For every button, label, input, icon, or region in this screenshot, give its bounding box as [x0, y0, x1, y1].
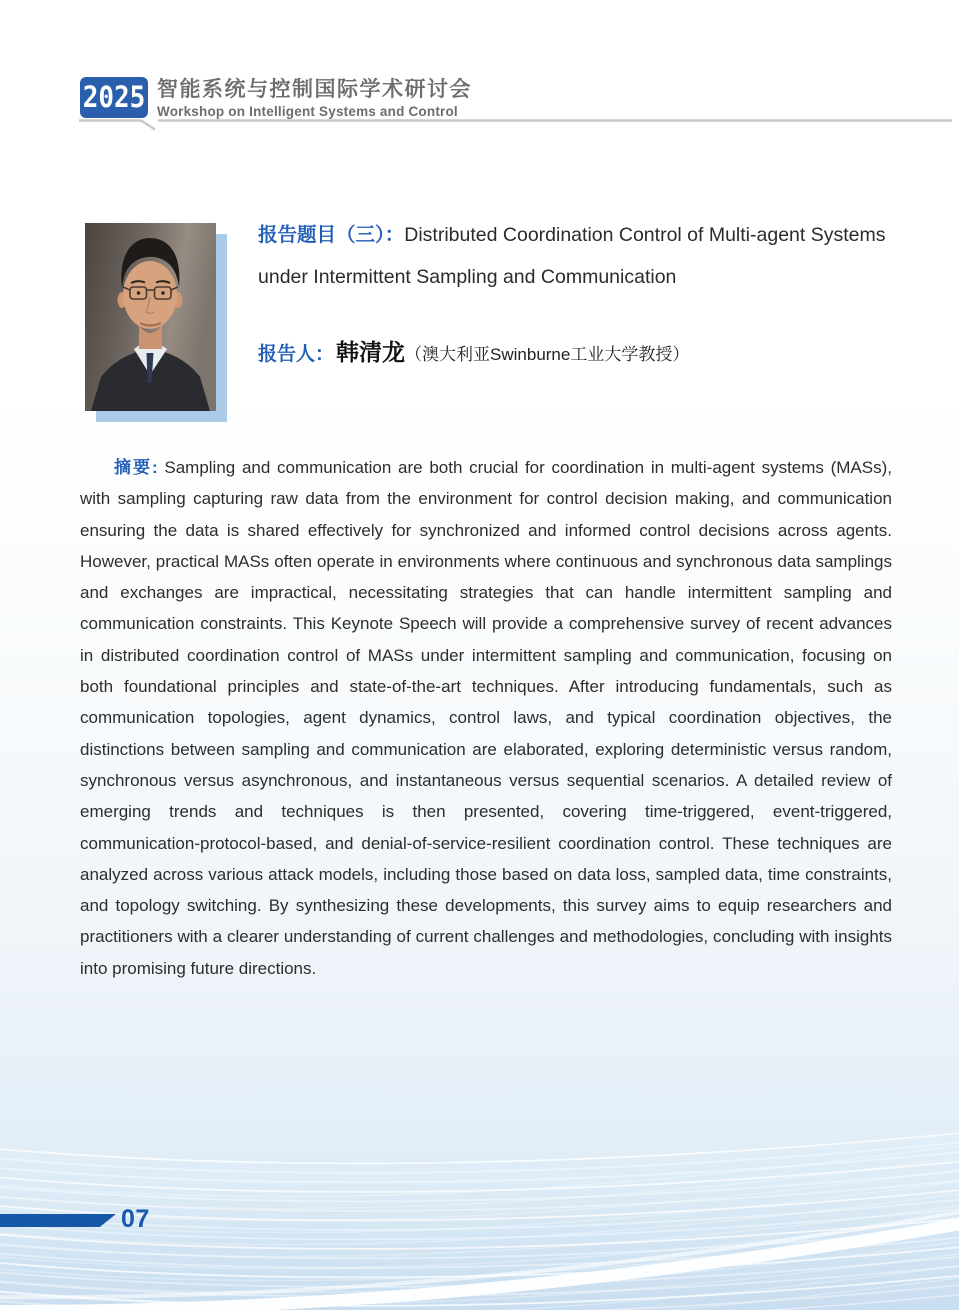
talk-title-text: Distributed Coordination Control of Multi-agent Systems under Intermittent Sampling and Communication: [258, 224, 886, 288]
footer-wave-decoration: [0, 1010, 959, 1310]
speaker-portrait-photo: [85, 223, 216, 411]
speaker-label: 报告人：: [258, 344, 335, 365]
header-title-en: Workshop on Intelligent Systems and Control: [157, 104, 458, 119]
wave-pattern-graphic: [0, 1010, 959, 1310]
talk-title-label: 报告题目（三）：: [258, 224, 405, 246]
page-number-bar: [0, 1214, 116, 1227]
logo-2025: [80, 77, 148, 118]
header-divider-line: [78, 118, 954, 132]
speaker-line: [258, 334, 689, 367]
header-titles: [157, 78, 472, 119]
page-number: 07: [121, 1205, 150, 1233]
speaker-affiliation: （澳大利亚Swinburne工业大学教授）: [405, 345, 690, 364]
header-title-cn: 智能系统与控制国际学术研讨会: [157, 78, 472, 101]
abstract-label: 摘要:: [114, 458, 158, 477]
speaker-name: 韩清龙: [336, 339, 406, 365]
abstract-paragraph: [80, 452, 892, 984]
abstract-text: Sampling and communication are both crucial for coordination in multi-agent systems (MASs), with sampling capturing raw data from the environment for control decision making, and communication ensuring the data is shared effectively for synchronized and informed control decisions across agents. However, practical MASs often operate in environments where continuous and synchronous data samplings and exchanges are impractical, necessitating strategies that can handle intermittent sampling and communication constraints. This Keynote Speech will provide a comprehensive survey of recent advances in distributed coordination control of MASs under intermittent sampling and communication, focusing on both foundational principles and state-of-the-art techniques. After introducing fundamentals, such as communication topologies, agent dynamics, control laws, and typical coordination objectives, the distinctions between sampling and communication are elaborated, exploring deterministic versus random, synchronous versus asynchronous, and instantaneous versus sequential scenarios. A detailed review of emerging trends and techniques is then presented, covering time-triggered, event-triggered, communication-protocol-based, and denial-of-service-resilient coordination control. These techniques are analyzed across various attack models, including those based on data loss, sampled data, time constraints, and topology switching. By synthesizing these developments, this survey aims to equip researchers and practitioners with a clearer understanding of current challenges and methodologies, concluding with insights into promising future directions.: [80, 458, 892, 978]
talk-title: [258, 214, 908, 298]
logo-year-text: 2025: [82, 80, 146, 115]
